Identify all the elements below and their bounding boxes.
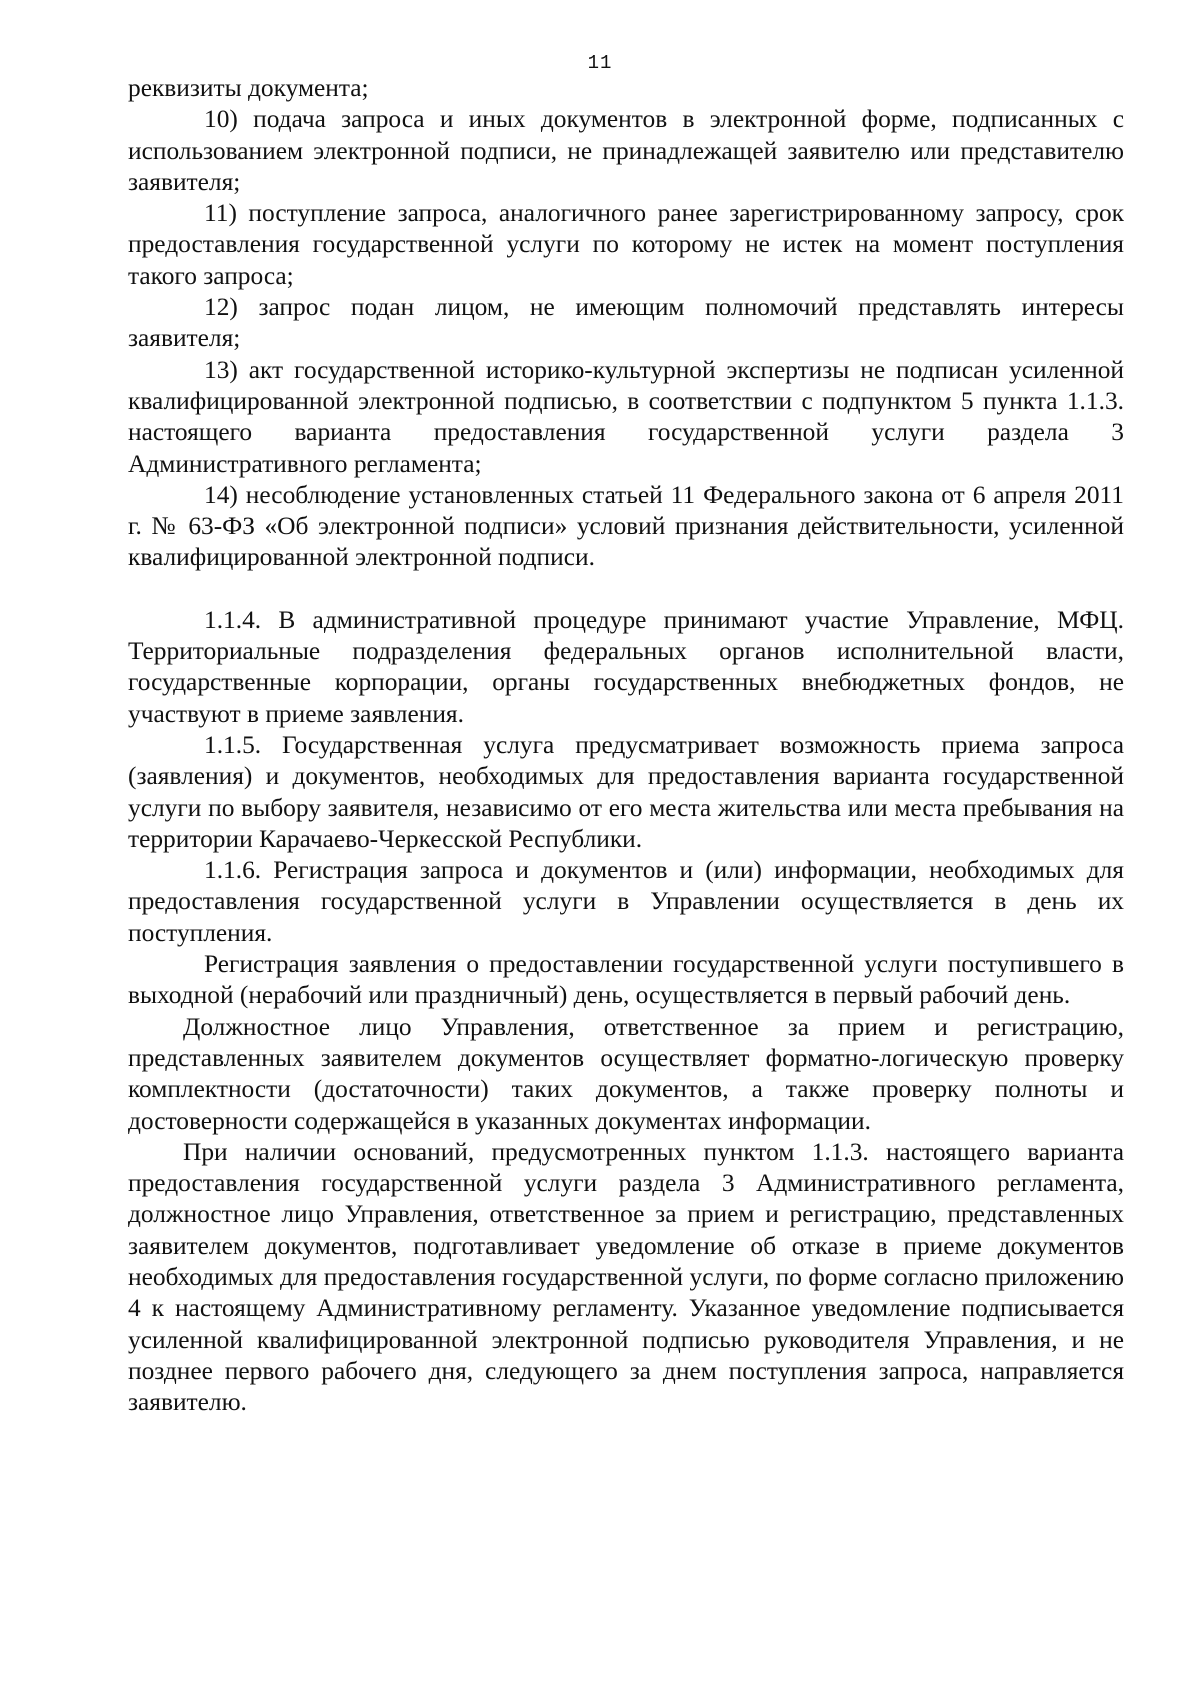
paragraph-registration-holiday: Регистрация заявления о предоставлении государственной услуги поступившего в выходной (нерабочий или праздничный) день, осуществляется в первый рабочий день. [128,950,1124,1010]
paragraph-refusal-notice: При наличии оснований, предусмотренных пунктом 1.1.3. настоящего варианта предоставления государственной услуги раздела 3 Административного регламента, должностное лицо Управления, ответственное за прием и регистрацию, представленных заявителем документов, подготавливает уведомление об отказе в приеме документов необходимых для предоставления государственной услуги, по форме согласно приложению 4 к настоящему Административному регламенту. Указанное уведомление подписывается усиленной квалифицированной электронной подписью руководителя Управления, и не позднее первого рабочего дня, следующего за днем поступления запроса, направляется заявителю. [128,1137,1124,1417]
paragraph-requisites: реквизиты документа; [128,74,369,102]
document-body [128,73,1124,1418]
paragraph-1-1-6: 1.1.6. Регистрация запроса и документов и (или) информации, необходимых для предоставления государственной услуги в Управлении осуществляется в день их поступления. [128,856,1124,947]
paragraph-item-12: 12) запрос подан лицом, не имеющим полномочий представлять интересы заявителя; [128,293,1124,353]
paragraph-item-14: 14) несоблюдение установленных статьей 11 Федерального закона от 6 апреля 2011 г. № 63-ФЗ «Об электронной подписи» условий признания действительности, усиленной квалифицированной электронной подписи. [128,480,1124,572]
paragraph-official-check: Должностное лицо Управления, ответственное за прием и регистрацию, представленных заявителем документов осуществляет форматно-логическую проверку комплектности (достаточности) таких документов, а также проверку полноты и достоверности содержащейся в указанных документах информации. [128,1012,1124,1135]
paragraph-1-1-5: 1.1.5. Государственная услуга предусматривает возможность приема запроса (заявления) и документов, необходимых для предоставления варианта государственной услуги по выбору заявителя, независимо от его места жительства или места пребывания на территории Карачаево-Черкесской Республики. [128,730,1124,853]
paragraph-item-13: 13) акт государственной историко-культурной экспертизы не подписан усиленной квалифицированной электронной подписью, в соответствии с подпунктом 5 пункта 1.1.3. настоящего варианта предоставления государственной услуги раздела 3 Административного регламента; [128,355,1124,478]
page-number: 11 [587,52,613,74]
paragraph-item-11: 11) поступление запроса, аналогичного ранее зарегистрированному запросу, срок предоставления государственной услуги по которому не истек на момент поступления такого запроса; [128,199,1124,290]
paragraph-item-10: 10) подача запроса и иных документов в электронной форме, подписанных с использованием электронной подписи, не принадлежащей заявителю или представителю заявителя; [128,105,1124,196]
paragraph-1-1-4: 1.1.4. В административной процедуре принимают участие Управление, МФЦ. Территориальные подразделения федеральных органов исполнительной власти, государственные корпорации, органы государственных внебюджетных фондов, не участвуют в приеме заявления. [128,605,1124,728]
